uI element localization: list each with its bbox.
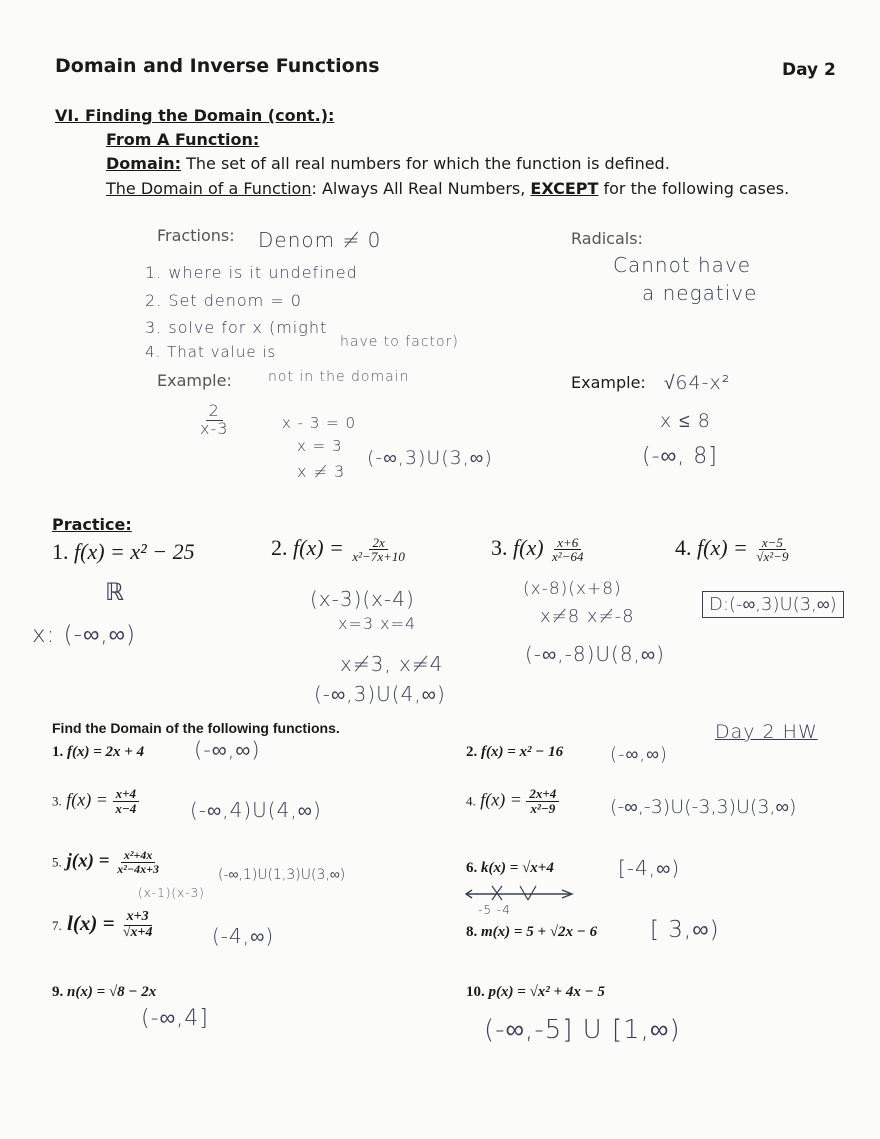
day-label: Day 2 <box>782 60 836 80</box>
problem-number: 2. <box>271 535 288 560</box>
fractions-step: have to factor) <box>340 334 459 350</box>
item-number: 3. <box>52 793 62 809</box>
problem-number: 4. <box>675 535 692 560</box>
practice-4-answer: D:(-∞,3)U(3,∞) <box>702 591 844 618</box>
fraction-denominator: x²−9 <box>530 800 556 816</box>
hw-4-answer: (-∞,-3)U(-3,3)U(3,∞) <box>610 796 797 818</box>
hw-item-10 <box>466 984 605 1001</box>
practice-3-answer: (-∞,-8)U(8,∞) <box>525 642 665 666</box>
fraction-denominator: x²−64 <box>552 549 584 565</box>
item-number: 5. <box>52 854 62 870</box>
fraction-numerator: x+6 <box>554 536 581 551</box>
dof-text-b: for the following cases. <box>598 179 790 198</box>
hw-10-answer: (-∞,-5] U [1,∞) <box>484 1015 681 1045</box>
item-expression: k(x) = √x+4 <box>481 860 554 876</box>
item-expression: m(x) = 5 + √2x − 6 <box>481 924 598 940</box>
practice-heading: Practice: <box>52 515 132 534</box>
item-number: 8. <box>466 924 478 940</box>
item-number: 6. <box>466 860 478 876</box>
fraction-numerator: 2x+4 <box>526 787 559 802</box>
practice-2-work: x≠3, x≠4 <box>340 652 444 676</box>
fraction-denominator: √x+4 <box>122 924 153 940</box>
dof-text-a: : Always All Real Numbers, <box>311 179 531 198</box>
hw-5-answer: (-∞,1)U(1,3)U(3,∞) <box>218 867 346 883</box>
hw-item-2 <box>466 744 563 761</box>
fraction-denominator: x²−4x+3 <box>117 861 159 876</box>
fractions-step: 2. Set denom = 0 <box>145 291 302 310</box>
fraction-denominator: x-3 <box>200 418 229 438</box>
domain-of-function-rule <box>106 179 789 198</box>
page-title: Domain and Inverse Functions <box>55 55 380 77</box>
hw-heading: Find the Domain of the following functions. <box>52 720 340 736</box>
fractions-work: x ≠ 3 <box>297 462 346 481</box>
practice-problem-4 <box>675 535 791 564</box>
radicals-note: Cannot have <box>613 253 752 277</box>
practice-1-answer: x: (-∞,∞) <box>32 622 137 648</box>
item-number: 7. <box>52 918 62 933</box>
fractions-step: 3. solve for x (might <box>145 318 328 337</box>
hw-5-work: (x-1)(x-3) <box>138 886 205 900</box>
fraction-numerator: x+3 <box>124 910 152 926</box>
problem-lhs: f(x) <box>513 535 544 560</box>
hw-item-3 <box>52 787 139 815</box>
hw-6-work: -5 -4 <box>478 903 511 917</box>
practice-problem-1 <box>52 539 195 565</box>
radicals-work: x ≤ 8 <box>660 410 711 432</box>
item-lhs: f(x) = <box>66 789 108 810</box>
item-lhs: f(x) = <box>480 789 522 810</box>
fraction-numerator: 2x <box>369 536 387 551</box>
fraction-numerator: x−5 <box>759 536 786 551</box>
problem-expression: f(x) = x² − 25 <box>74 539 195 564</box>
fraction-numerator: x²+4x <box>121 849 155 863</box>
item-expression: f(x) = 2x + 4 <box>67 744 145 760</box>
item-number: 1. <box>52 744 64 760</box>
practice-problem-2 <box>271 535 408 564</box>
fractions-work: x - 3 = 0 <box>282 414 357 432</box>
domain-definition <box>106 154 670 173</box>
fractions-answer: (-∞,3)U(3,∞) <box>367 447 493 469</box>
practice-2-work: (x-3)(x-4) <box>310 587 415 611</box>
item-expression: p(x) = √x² + 4x − 5 <box>488 984 605 1000</box>
fractions-example-label: Example: <box>157 371 232 390</box>
number-line-sketch <box>462 880 582 904</box>
domain-def-text: The set of all real numbers for which the function is defined. <box>186 154 670 173</box>
fractions-label: Fractions: <box>157 226 235 245</box>
fractions-work: x = 3 <box>297 437 343 455</box>
fraction-denominator: √x²−9 <box>756 549 789 565</box>
domain-label: Domain: <box>106 154 182 173</box>
fractions-step: not in the domain <box>268 369 410 385</box>
dof-label: The Domain of a Function <box>106 179 312 198</box>
hw-3-answer: (-∞,4)U(4,∞) <box>190 798 322 822</box>
radicals-note: a negative <box>642 281 758 305</box>
practice-problem-3 <box>491 535 586 564</box>
section-subheading: From A Function: <box>106 130 260 149</box>
item-lhs: l(x) = <box>67 911 115 935</box>
item-number: 4. <box>466 793 476 809</box>
hw-8-answer: [ 3,∞) <box>650 917 720 943</box>
practice-2-work: x=3 x=4 <box>338 614 417 633</box>
hw-item-4 <box>466 787 559 815</box>
radicals-example: √64-x² <box>664 372 731 394</box>
problem-number: 1. <box>52 539 69 564</box>
fraction-denominator: x²−7x+10 <box>352 549 405 565</box>
hw-9-answer: (-∞,4] <box>141 1006 209 1031</box>
hw-item-8 <box>466 924 597 941</box>
hw-item-6 <box>466 860 554 877</box>
practice-2-answer: (-∞,3)U(4,∞) <box>314 682 446 706</box>
radicals-example-label: Example: <box>571 373 646 392</box>
problem-lhs: f(x) = <box>293 535 344 560</box>
item-lhs: j(x) = <box>66 850 110 872</box>
practice-3-work: (x-8)(x+8) <box>523 579 622 599</box>
hw-7-answer: (-4,∞) <box>212 924 275 948</box>
radicals-answer: (-∞, 8] <box>642 444 718 469</box>
item-number: 10. <box>466 984 485 1000</box>
hw-item-9 <box>52 984 156 1001</box>
fraction-denominator: x−4 <box>115 800 137 816</box>
hw-6-answer: [-4,∞) <box>618 856 681 880</box>
section-heading: VI. Finding the Domain (cont.): <box>55 106 335 125</box>
fraction-numerator: 2 <box>206 403 223 421</box>
practice-1-work: ℝ <box>105 578 126 606</box>
hw-1-answer: (-∞,∞) <box>194 738 261 762</box>
hw-item-1 <box>52 744 144 761</box>
fractions-step: 4. That value is <box>145 343 277 361</box>
item-expression: f(x) = x² − 16 <box>481 744 564 760</box>
practice-3-work: x≠8 x≠-8 <box>540 606 635 627</box>
hw-2-answer: (-∞,∞) <box>610 744 668 765</box>
radicals-label: Radicals: <box>571 229 643 248</box>
fractions-example <box>197 403 231 438</box>
hw-item-5 <box>52 849 162 875</box>
fractions-step: 1. where is it undefined <box>145 263 358 282</box>
hw-item-7 <box>52 910 155 940</box>
dof-except: EXCEPT <box>530 179 599 198</box>
item-expression: n(x) = √8 − 2x <box>67 984 157 1000</box>
fraction-numerator: x+4 <box>113 787 139 802</box>
problem-number: 3. <box>491 535 508 560</box>
hw-tag: Day 2 HW <box>715 721 818 743</box>
problem-lhs: f(x) = <box>697 535 748 560</box>
fractions-note: Denom ≠ 0 <box>258 228 382 252</box>
item-number: 2. <box>466 744 478 760</box>
item-number: 9. <box>52 984 64 1000</box>
